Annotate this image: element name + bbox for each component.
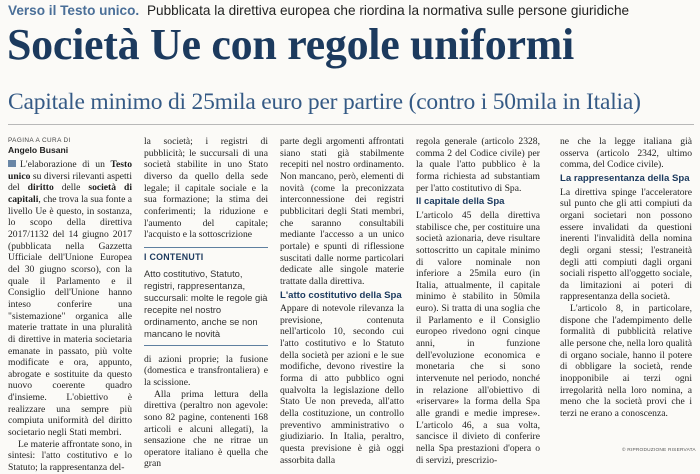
headline: Società Ue con regole uniformi bbox=[7, 20, 574, 69]
column-5 bbox=[560, 136, 692, 420]
kicker-text: Pubblicata la direttiva europea che riordina la normativa sulle persone giuridiche bbox=[146, 3, 630, 18]
kicker-label: Verso il Testo unico. bbox=[8, 3, 140, 18]
column-4 bbox=[416, 136, 540, 466]
byline-name: Angelo Busani bbox=[8, 145, 69, 155]
bold-term: diritto bbox=[27, 182, 54, 194]
paragraph: Alla prima lettura della direttiva (peraltro non agevole: sono 82 pagine, contenenti 168 articoli e alcuni allegati), la sensazione che ne ritrae un operatore italiano è quella che gran bbox=[144, 388, 268, 470]
contents-box-text: Atto costitutivo, Statuto, registri, rappresentanza, succursali: molte le regole già recepite nel nostro ordinamento, anche se non mancano le novità bbox=[144, 267, 268, 339]
section-heading-capitale: Il capitale della Spa bbox=[416, 196, 505, 208]
lead-paragraph bbox=[8, 159, 132, 439]
text-run: delle bbox=[53, 182, 89, 194]
text-run: Le materie affrontate sono, in sintesi: l'atto costitutivo e lo Statuto; la rappresentanza del- bbox=[8, 438, 132, 474]
text-run: L'elaborazione di un bbox=[20, 159, 111, 170]
paragraph: parte degli argomenti affrontati siano stati già stabilmente recepiti nel nostro ordinamento. Non mancano, però, elementi di novità (come la preconizzata interconnessione dei registri pubblicitari degli Stati membri, che saranno consultabili mediante l'accesso a un unico portale) e spunti di riflessione suscitati dalle norme particolari dedicate alle singole materie trattate dalla direttiva. bbox=[280, 136, 404, 287]
bold-term: Testo unico bbox=[8, 159, 132, 182]
paragraph: di azioni proprie; la fusione (domestica e transfrontaliera) e la scissione. bbox=[144, 353, 268, 388]
paragraph: L'articolo 45 della direttiva stabilisce che, per costituire una società azionaria, deve risultare sottoscritto un capitale minimo di valore nominale non inferiore a 25mila euro (in Italia, attualmente, il capitale minimo è stabilito in 50mila euro). Si tratta di una soglia che il Parlamento e il Consiglio europeo rivedono ogni cinque anni, in funzione dell'evoluzione economica e monetaria che si sono intervenute nel periodo, nonché in relazione all'obiettivo di «riservare» la forma della Spa alle grandi e medie imprese». L'articolo 46, a sua volta, sancisce il divieto di conferire nella Spa prestazioni d'opera o di servizi, prescrizio- bbox=[416, 209, 540, 466]
kicker bbox=[8, 3, 629, 18]
paragraph: regola generale (articolo 2328, comma 2 del Codice civile) per la quale l'atto pubblico è la forma richiesta ad substantiam per l'atto costitutivo di Spa. bbox=[416, 136, 540, 194]
section-heading-rappresentanza: La rappresentanza della Spa bbox=[560, 172, 690, 184]
square-bullet-icon bbox=[8, 160, 16, 167]
column-1 bbox=[8, 136, 132, 474]
paragraph: L'articolo 8, in particolare, dispone che l'adempimento delle formalità di pubblicità relative alle persone che, nella loro qualità di organo sociale, hanno il potere di obbligare la società, rende inopponibile ai terzi ogni irregolarità nella loro nomina, a meno che la società provi che i terzi ne erano a conoscenza. bbox=[560, 303, 692, 420]
text-run: , che trova la sua fonte a livello Ue è questo, in sostanza, lo scopo della direttiva 2017/1132 del 14 giugno 2017 (pubblicata nella Gazzetta Ufficiale dell'Unione Europea del 30 giugno scorso), con la quale il Parlamento e il Consiglio dell'Unione hanno inteso conferire una "sistemazione" organica alle materie trattate in una pluralità di direttive in materia societaria emanate in passato, più volte modificate e ora, appunto, abrogate e sostituite da questo nuovo coerente quadro d'insieme. L'obiettivo è realizzare una sempre più compiuta uniformità del diritto societario negli Stati membri. bbox=[8, 193, 132, 439]
lead-rich-text bbox=[8, 159, 132, 438]
subhead: Capitale minimo di 25mila euro per partire (contro i 50mila in Italia) bbox=[8, 89, 641, 115]
paragraph: la società; i registri di pubblicità; le succursali di una società stabilite in uno Stato diverso da quello della sede legale; il capitale sociale e la sua formazione; la stima dei conferimenti; la riduzione e l'aumento del capitale; l'acquisto e la sottoscrizione bbox=[144, 136, 268, 241]
paragraph bbox=[8, 439, 132, 474]
copyright-notice: © RIPRODUZIONE RISERVATA bbox=[622, 448, 696, 453]
paragraph: La direttiva spinge l'acceleratore sul punto che gli atti compiuti da organi societari non possono essere invalidati da questioni inerenti l'invalidità della nomina degli organi stessi; l'estraneità degli atti compiuti dagli organi sociali rispetto all'oggetto sociale, da limitazioni ai poteri di rappresentanza della società. bbox=[560, 186, 692, 303]
bold-term: società di capitali bbox=[8, 182, 132, 205]
contents-box bbox=[144, 247, 268, 346]
column-2 bbox=[144, 136, 268, 470]
byline-label: PAGINA A CURA DI bbox=[8, 137, 71, 144]
text-run: su diversi rilevanti aspetti del bbox=[8, 170, 132, 194]
paragraph: Appare di notevole rilevanza la previsione, contenuta nell'articolo 10, secondo cui l'atto costitutivo e lo Statuto della società per azioni e le sue modifiche, devono rivestire la forma di atto pubblico ogni qualvolta la legislazione dello Stato Ue non preveda, all'atto della costituzione, un controllo preventivo amministrativo o giudiziario. In Italia, peraltro, questa previsione è già oggi assorbita dalla bbox=[280, 303, 404, 466]
contents-box-title: I CONTENUTI bbox=[144, 251, 204, 262]
column-3 bbox=[280, 136, 404, 466]
header-divider bbox=[8, 124, 694, 125]
section-heading-atto-costitutivo: L'atto costitutivo della Spa bbox=[280, 289, 402, 301]
paragraph: ne che la legge italiana già osserva (articolo 2342, ultimo comma, del Codice civile). bbox=[560, 136, 692, 171]
